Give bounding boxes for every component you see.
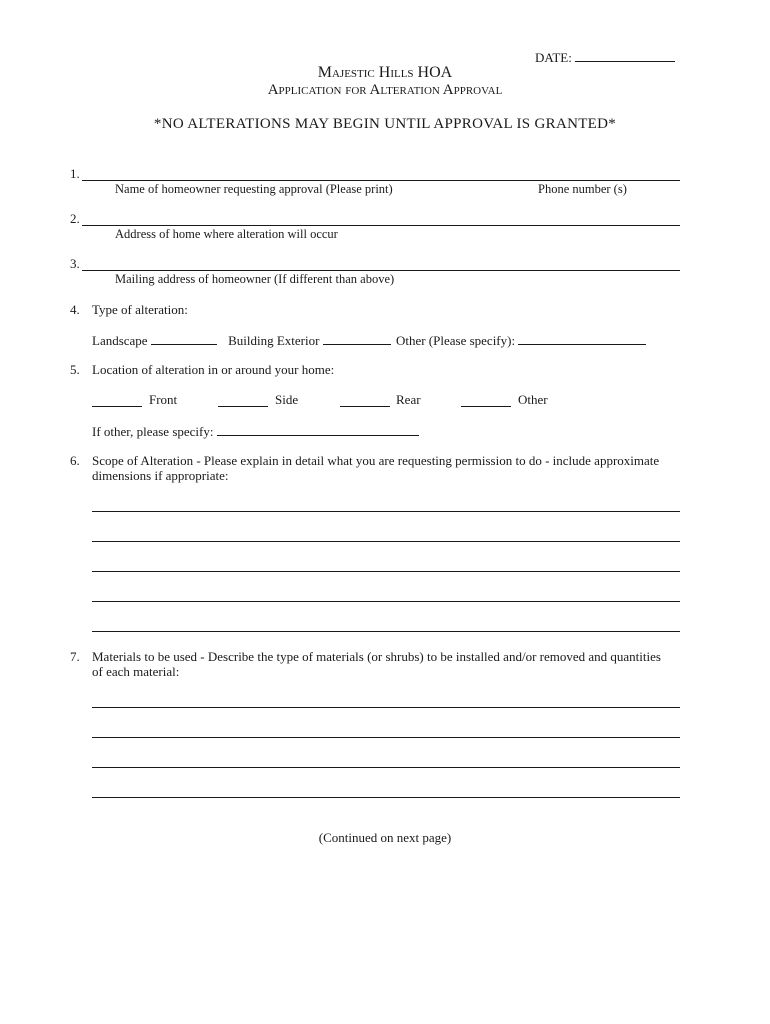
q4-number: 4. [70, 302, 80, 317]
home-address-caption: Address of home where alteration will occur [115, 227, 338, 241]
q5-label: Location of alteration in or around your home: [92, 362, 335, 377]
landscape-blank[interactable] [151, 332, 217, 345]
materials-line[interactable] [92, 707, 680, 708]
q6-label-line2: dimensions if appropriate: [92, 468, 229, 483]
rear-label: Rear [396, 392, 421, 407]
location-other-label: Other [518, 392, 548, 407]
form-title: Application for Alteration Approval [267, 82, 503, 98]
front-blank[interactable] [92, 406, 142, 407]
homeowner-name-line[interactable] [82, 180, 680, 181]
materials-line[interactable] [92, 737, 680, 738]
q5-number: 5. [70, 362, 80, 377]
continued-note: (Continued on next page) [318, 830, 452, 845]
building-exterior-label: Building Exterior [228, 333, 320, 348]
scope-line[interactable] [92, 511, 680, 512]
side-blank[interactable] [218, 406, 268, 407]
scope-line[interactable] [92, 631, 680, 632]
q6-label-line1: Scope of Alteration - Please explain in detail what you are requesting permission to do - include approximate [92, 453, 660, 468]
home-address-line[interactable] [82, 225, 680, 226]
q7-label-line1: Materials to be used - Describe the type of materials (or shrubs) to be installed and/or removed and quantities [92, 649, 661, 664]
if-other-label: If other, please specify: [92, 424, 214, 439]
materials-line[interactable] [92, 767, 680, 768]
q6-number: 6. [70, 453, 80, 468]
field-1-number: 1. [70, 166, 80, 181]
scope-line[interactable] [92, 571, 680, 572]
phone-number-caption: Phone number (s) [538, 182, 627, 196]
mailing-address-caption: Mailing address of homeowner (If different than above) [115, 272, 395, 286]
scope-line[interactable] [92, 601, 680, 602]
alteration-other-blank[interactable] [518, 332, 646, 345]
date-label: DATE: [535, 50, 572, 65]
location-other-blank[interactable] [461, 406, 511, 407]
q7-label-line2: of each material: [92, 664, 180, 679]
if-other-row [92, 423, 419, 440]
org-name: Majestic Hills HOA [317, 64, 453, 81]
landscape-label: Landscape [92, 333, 148, 348]
scope-line[interactable] [92, 541, 680, 542]
if-other-blank[interactable] [217, 423, 419, 436]
materials-line[interactable] [92, 797, 680, 798]
field-3-number: 3. [70, 256, 80, 271]
field-2-number: 2. [70, 211, 80, 226]
mailing-address-line[interactable] [82, 270, 680, 271]
building-exterior-blank[interactable] [323, 332, 391, 345]
q4-options [92, 332, 646, 349]
q4-label: Type of alteration: [92, 302, 188, 317]
alteration-other-label: Other (Please specify): [395, 333, 516, 348]
approval-notice: *NO ALTERATIONS MAY BEGIN UNTIL APPROVAL IS GRANTED* [153, 116, 617, 132]
side-label: Side [275, 392, 299, 407]
q7-number: 7. [70, 649, 80, 664]
homeowner-name-caption: Name of homeowner requesting approval (Please print) [115, 182, 393, 196]
front-label: Front [149, 392, 178, 407]
date-blank[interactable] [575, 49, 675, 62]
rear-blank[interactable] [340, 406, 390, 407]
